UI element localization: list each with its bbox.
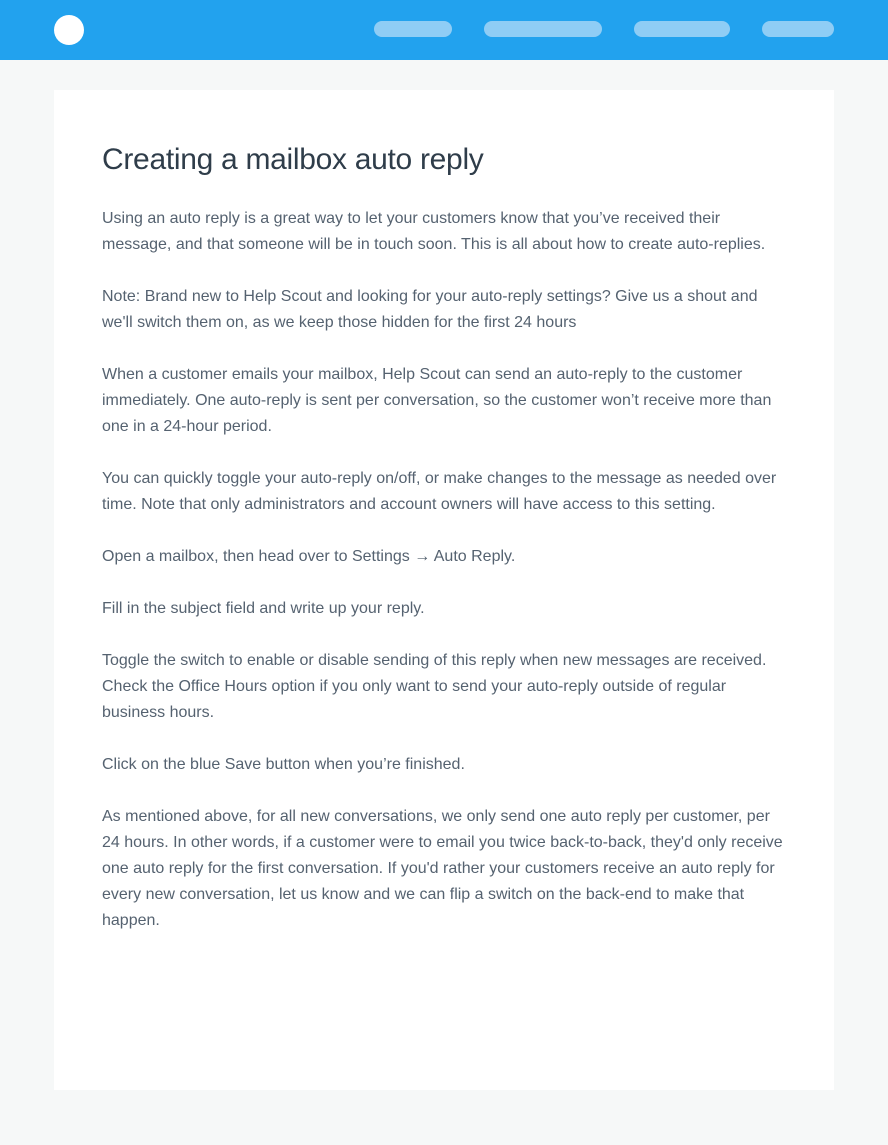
nav-link-placeholder-3[interactable] [634, 21, 730, 37]
top-nav-bar [0, 0, 888, 60]
article-paragraph: Using an auto reply is a great way to let your customers know that you’ve received their message, and that someone will be in touch soon. This is all about how to create auto-replies. [102, 210, 766, 253]
nav-link-placeholder-2[interactable] [484, 21, 602, 37]
article-paragraph: Open a mailbox, then head over to Settings → Auto Reply. [102, 548, 516, 565]
article-paragraph: You can quickly toggle your auto-reply on/off, or make changes to the message as needed over time. Note that only administrators and account owners will have access to this setting. [102, 470, 777, 513]
article-title: Creating a mailbox auto reply [102, 143, 484, 176]
article-paragraph: When a customer emails your mailbox, Help Scout can send an auto-reply to the customer immediately. One auto-reply is sent per conversation, so the customer won’t receive more than one in a 24-hour period. [102, 366, 772, 435]
nav-link-placeholder-4[interactable] [762, 21, 834, 37]
article-paragraph: Note: Brand new to Help Scout and looking for your auto-reply settings? Give us a shout and we'll switch them on, as we keep those hidden for the first 24 hours [102, 288, 758, 331]
article-paragraph: As mentioned above, for all new conversations, we only send one auto reply per customer, per 24 hours. In other words, if a customer were to email you twice back-to-back, they'd only receive one auto reply for the first conversation. If you'd rather your customers receive an auto reply for every new conversation, let us know and we can flip a switch on the back-end to make that happen. [102, 808, 783, 929]
article-body [102, 206, 786, 934]
article-paragraph: Fill in the subject field and write up your reply. [102, 600, 425, 617]
article-paragraph: Click on the blue Save button when you’re finished. [102, 756, 465, 773]
article-card [54, 90, 834, 1090]
circle-logo-icon[interactable] [54, 15, 84, 45]
article-content [102, 140, 786, 960]
nav-link-placeholder-1[interactable] [374, 21, 452, 37]
article-paragraph: Toggle the switch to enable or disable sending of this reply when new messages are received. Check the Office Hours option if you only want to send your auto-reply outside of regular business hours. [102, 652, 767, 721]
